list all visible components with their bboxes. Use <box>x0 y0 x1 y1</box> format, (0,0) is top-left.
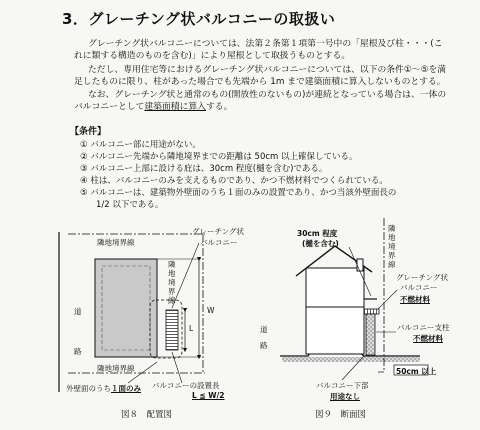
condition-num: ② <box>80 152 88 162</box>
nonflammable-label-1: 不燃材料 <box>400 295 430 304</box>
condition-text: バルコニー先端から隣地境界までの距離は 50cm 以上確保している。 <box>90 152 358 162</box>
condition-num: ⑤ <box>80 188 88 198</box>
paragraph-3-line-1: なお、グレーチング状と通常のもの(開放性のないもの)が連続となっている場合は、一体の <box>88 90 447 100</box>
grating-balcony-section <box>364 309 379 314</box>
wall-note-emphasis: １面のみ <box>111 384 141 393</box>
eave-label-1: 30cm 程度 <box>297 229 338 238</box>
boundary-char: 線 <box>388 260 396 269</box>
building-plan <box>95 259 157 357</box>
figure-9-caption: 図９ 断面図 <box>315 410 367 420</box>
length-note-2: L ≦ W/2 <box>192 391 225 400</box>
conditions-heading: 【条件】 <box>70 127 107 137</box>
condition-num: ① <box>80 140 88 150</box>
paragraph-3-emphasis: 建築面積に算入 <box>144 102 206 112</box>
boundary-char: 線 <box>168 296 176 305</box>
wall-note <box>66 383 141 394</box>
nonflammable-label-2: 不燃材料 <box>413 334 443 343</box>
condition-text: バルコニー上部に設ける庇は、30cm 程度(樋を含む)である。 <box>90 164 328 174</box>
boundary-char: 隣 <box>168 260 176 269</box>
boundary-char: 境 <box>388 242 396 251</box>
road-char: 道 <box>260 325 268 334</box>
condition-num: ④ <box>80 176 88 186</box>
grating-label-fig8-2: バルコニー <box>200 238 238 247</box>
eave-label-2: (樋を含む) <box>302 239 339 248</box>
wall-note-pre: 外壁面のうち <box>66 384 111 393</box>
column-label: バルコニー支柱 <box>397 323 450 332</box>
chimney <box>357 259 363 271</box>
page-title: 3．グレーチング状バルコニーの取扱い <box>62 10 336 28</box>
road-char: 道 <box>74 307 82 316</box>
under-label-1: バルコニー下部 <box>316 381 369 390</box>
paragraph-1-line-1: グレーチング状バルコニーについては、法第２条第１項第一号中の「屋根及び柱・・・(こ <box>88 39 443 49</box>
length-note-1: バルコニーの設置長 <box>152 381 220 390</box>
ground-hatch <box>282 357 420 362</box>
road-label-fig8 <box>74 292 82 372</box>
boundary-char: 界 <box>168 287 176 296</box>
distance-label: 50cm 以上 <box>396 367 437 376</box>
road-label-fig9 <box>260 322 268 354</box>
boundary-top-label: 隣地境界線 <box>97 238 135 247</box>
paragraph-3-post: する。 <box>205 102 233 112</box>
condition-text: バルコニーは、建築物外壁面のうち１面のみの設置であり、かつ当該外壁面長の <box>90 188 397 198</box>
boundary-char: 隣 <box>388 224 396 233</box>
boundary-char: 境 <box>168 278 176 287</box>
grating-leader-section <box>378 290 397 309</box>
grating-label-fig9-1: グレーチング状 <box>396 273 448 282</box>
paragraph-1-line-2: れに類する構造のものを含む)」により屋根として取扱うものとする。 <box>74 51 351 61</box>
boundary-side-label <box>168 260 176 305</box>
paragraph-2-line-2: 足したものに限り、柱があった場合でも先端から 1m まで建築面積に算入しないものとする。 <box>74 77 446 87</box>
balcony-column <box>366 314 375 355</box>
length-note-leader <box>172 352 182 383</box>
road-char: 路 <box>260 341 268 350</box>
condition-text: バルコニー部に用途がない。 <box>90 140 201 150</box>
road-char: 路 <box>74 347 82 356</box>
grating-balcony-plan <box>166 310 178 350</box>
paragraph-3-pre: バルコニーとして <box>74 102 145 112</box>
grating-label-fig9-2: バルコニー <box>400 283 438 292</box>
boundary-vertical-label <box>388 224 396 269</box>
boundary-bottom-label: 隣地境界線 <box>97 364 135 373</box>
grating-leader-line <box>172 243 199 308</box>
house-section <box>306 268 364 354</box>
under-label-2: 用途なし <box>330 392 360 401</box>
boundary-char: 地 <box>168 269 176 278</box>
w-label: W <box>207 306 215 315</box>
boundary-char: 地 <box>388 233 396 242</box>
boundary-char: 界 <box>388 251 396 260</box>
l-label: L <box>189 324 194 333</box>
condition-item-5-continued: 1/2 以下である。 <box>96 200 164 210</box>
condition-text: 柱は、バルコニーのみを支えるものであり、かつ不燃材料でつくられている。 <box>90 176 388 186</box>
grating-label-fig8-1: グレーチング状 <box>192 227 244 236</box>
figure-8-caption: 図８ 配置図 <box>121 410 173 420</box>
condition-num: ③ <box>80 164 88 174</box>
paragraph-2-line-1: ただし、専用住宅等におけるグレーチング状バルコニーについては、以下の条件①～⑤を満 <box>88 65 447 75</box>
